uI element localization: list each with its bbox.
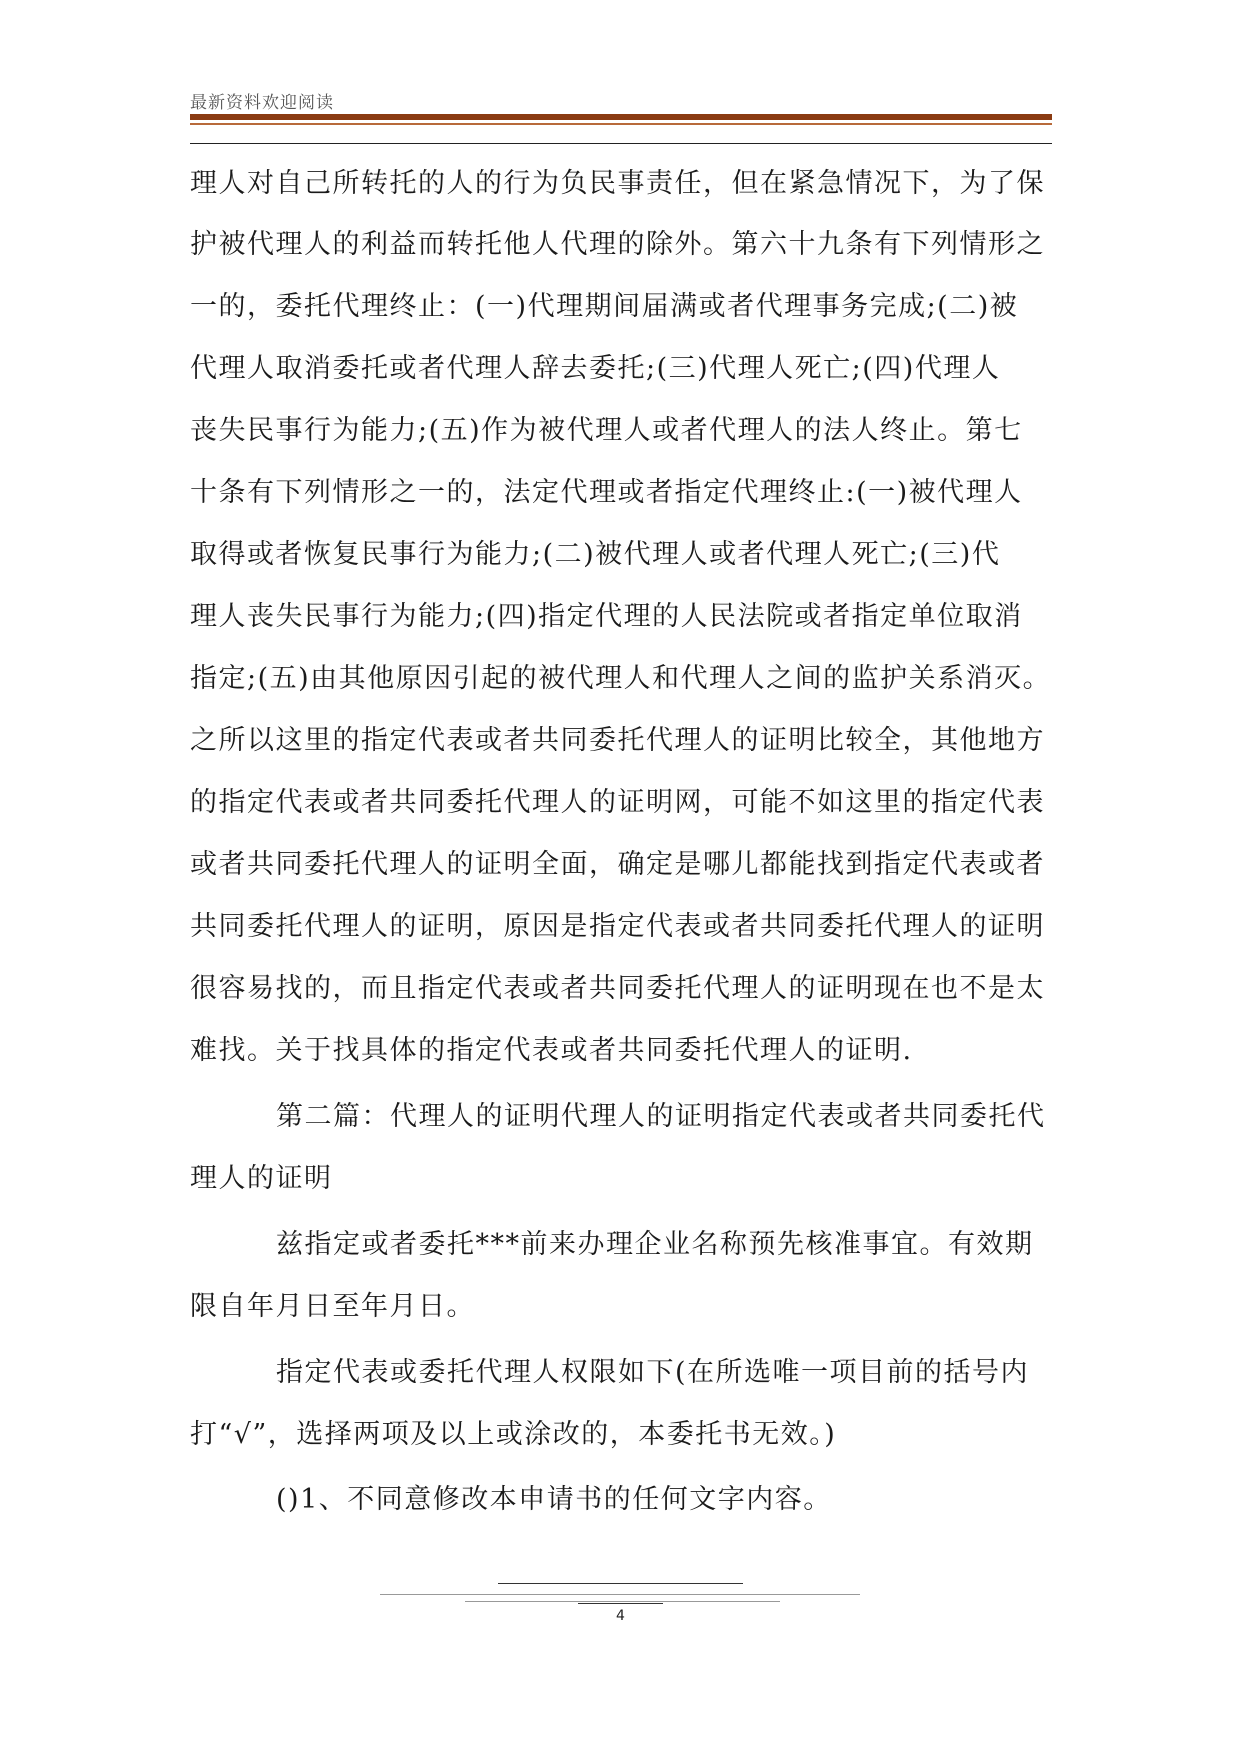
para-b-line1: 指定代表或委托代理人权限如下(在所选唯一项目前的括号内: [276, 1357, 1030, 1388]
para-b-line2: 打“√”，选择两项及以上或涂改的，本委托书无效。): [190, 1419, 837, 1450]
body-line: 理人对自己所转托的人的行为负民事责任，但在紧急情况下，为了保: [190, 168, 1045, 199]
header-rule-thin: [190, 123, 1052, 125]
para-a-line2: 限自年月日至年月日。: [190, 1291, 475, 1322]
body-line: 代理人取消委托或者代理人辞去委托;(三)代理人死亡;(四)代理人: [190, 353, 1001, 384]
header-rule-under: [190, 143, 1052, 144]
footer-rule-top: [498, 1583, 743, 1584]
footer-rule-short: [578, 1603, 663, 1604]
body-line: 难找。关于找具体的指定代表或者共同委托代理人的证明.: [190, 1035, 913, 1066]
body-line: 护被代理人的利益而转托他人代理的除外。第六十九条有下列情形之: [190, 229, 1045, 260]
body-line: 一的，委托代理终止：(一)代理期间届满或者代理事务完成;(二)被: [190, 291, 1019, 322]
header-title: 最新资料欢迎阅读: [190, 93, 334, 113]
body-line: 十条有下列情形之一的，法定代理或者指定代理终止:(一)被代理人: [190, 477, 1023, 508]
body-line: 指定;(五)由其他原因引起的被代理人和代理人之间的监护关系消灭。: [190, 663, 1052, 694]
footer-rule-mid: [465, 1601, 780, 1602]
body-line: 取得或者恢复民事行为能力;(二)被代理人或者代理人死亡;(三)代: [190, 539, 1001, 570]
footer-rule-long: [380, 1594, 860, 1595]
header-rule-thick: [190, 114, 1052, 120]
body-line: 的指定代表或者共同委托代理人的证明网，可能不如这里的指定代表: [190, 787, 1045, 818]
body-line: 丧失民事行为能力;(五)作为被代理人或者代理人的法人终止。第七: [190, 415, 1023, 446]
section2-heading-line2: 理人的证明: [190, 1163, 333, 1194]
body-line: 共同委托代理人的证明，原因是指定代表或者共同委托代理人的证明: [190, 911, 1045, 942]
item-1: ()1、不同意修改本申请书的任何文字内容。: [276, 1484, 832, 1515]
body-line: 很容易找的，而且指定代表或者共同委托代理人的证明现在也不是太: [190, 973, 1045, 1004]
body-line: 或者共同委托代理人的证明全面，确定是哪儿都能找到指定代表或者: [190, 849, 1045, 880]
body-line: 理人丧失民事行为能力;(四)指定代理的人民法院或者指定单位取消: [190, 601, 1023, 632]
page-number: 4: [616, 1608, 625, 1624]
body-line: 之所以这里的指定代表或者共同委托代理人的证明比较全，其他地方: [190, 725, 1045, 756]
para-a-line1: 兹指定或者委托***前来办理企业名称预先核准事宜。有效期: [276, 1229, 1034, 1260]
section2-heading-line1: 第二篇：代理人的证明代理人的证明指定代表或者共同委托代: [276, 1101, 1046, 1132]
